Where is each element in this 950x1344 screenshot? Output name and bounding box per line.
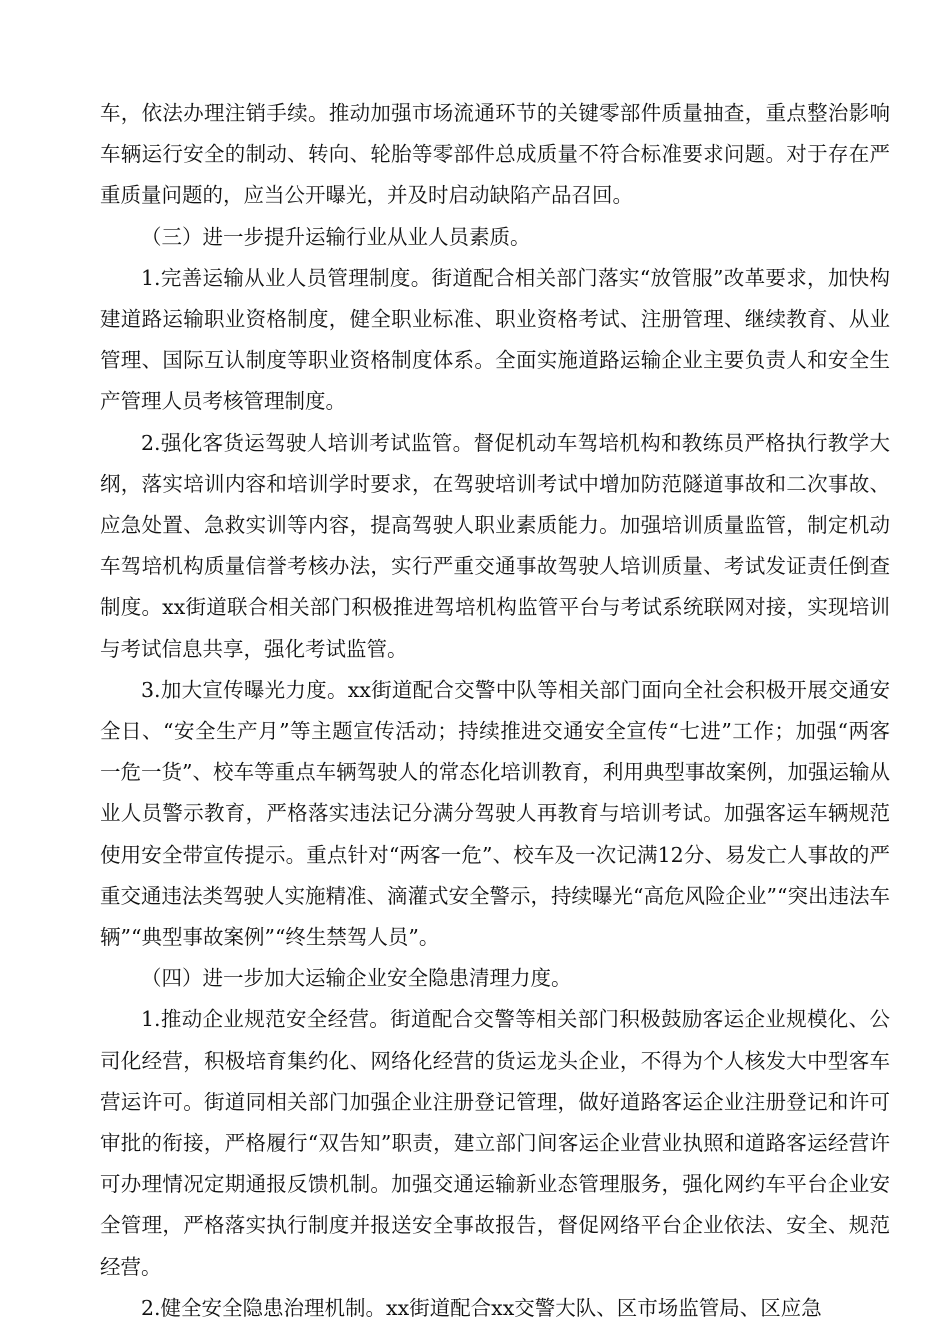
section-heading-four: （四）进一步加大运输企业安全隐患清理力度。 (141, 966, 572, 991)
body-paragraph-continued: 车，依法办理注销手续。推动加强市场流通环节的关键零部件质量抽查，重点整治影响车辆运行安全的制动、转向、轮胎等零部件总成质量不符合标准要求问题。对于存在严重质量问题的，应当公开曝光，并及时启动缺陷产品召回。 (100, 101, 890, 208)
body-paragraph: 2.强化客货运驾驶人培训考试监管。督促机动车驾培机构和教练员严格执行教学大纲，落实培训内容和培训学时要求，在驾驶培训考试中增加防范隧道事故和二次事故、应急处置、急救实训等内容，提高驾驶人职业素质能力。加强培训质量监管，制定机动车驾培机构质量信誉考核办法，实行严重交通事故驾驶人培训质量、考试发证责任倒查制度。xx街道联合相关部门积极推进驾培机构监管平台与考试系统联网对接，实现培训与考试信息共享，强化考试监管。 (100, 430, 890, 661)
body-paragraph: 3.加大宣传曝光力度。xx街道配合交警中队等相关部门面向全社会积极开展交通安全日、“安全生产月”等主题宣传活动；持续推进交通安全宣传“七进”工作；加强“两客一危一货”、校车等重点车辆驾驶人的常态化培训教育，利用典型事故案例，加强运输从业人员警示教育，严格落实违法记分满分驾驶人再教育与培训考试。加强客运车辆规范使用安全带宣传提示。重点针对“两客一危”、校车及一次记满12分、易发亡人事故的严重交通违法类驾驶人实施精准、滴灌式安全警示，持续曝光“高危风险企业”“突出违法车辆”“典型事故案例”“终生禁驾人员”。 (100, 677, 890, 950)
section-heading-three: （三）进一步提升运输行业从业人员素质。 (141, 224, 531, 249)
body-paragraph: 1.完善运输从业人员管理制度。街道配合相关部门落实“放管服”改革要求，加快构建道路运输职业资格制度，健全职业标准、职业资格考试、注册管理、继续教育、从业管理、国际互认制度等职业资格制度体系。全面实施道路运输企业主要负责人和安全生产管理人员考核管理制度。 (100, 265, 890, 414)
body-paragraph: 2.健全安全隐患治理机制。xx街道配合xx交警大队、区市场监管局、区应急 (141, 1295, 822, 1320)
body-paragraph: 1.推动企业规范安全经营。街道配合交警等相关部门积极鼓励客运企业规模化、公司化经营，积极培育集约化、网络化经营的货运龙头企业，不得为个人核发大中型客车营运许可。街道同相关部门加强企业注册登记管理，做好道路客运企业注册登记和许可审批的衔接，严格履行“双告知”职责，建立部门间客运企业营业执照和道路客运经营许可办理情况定期通报反馈机制。加强交通运输新业态管理服务，强化网约车平台企业安全管理，严格落实执行制度并报送安全事故报告，督促网络平台企业依法、安全、规范经营。 (100, 1007, 890, 1279)
